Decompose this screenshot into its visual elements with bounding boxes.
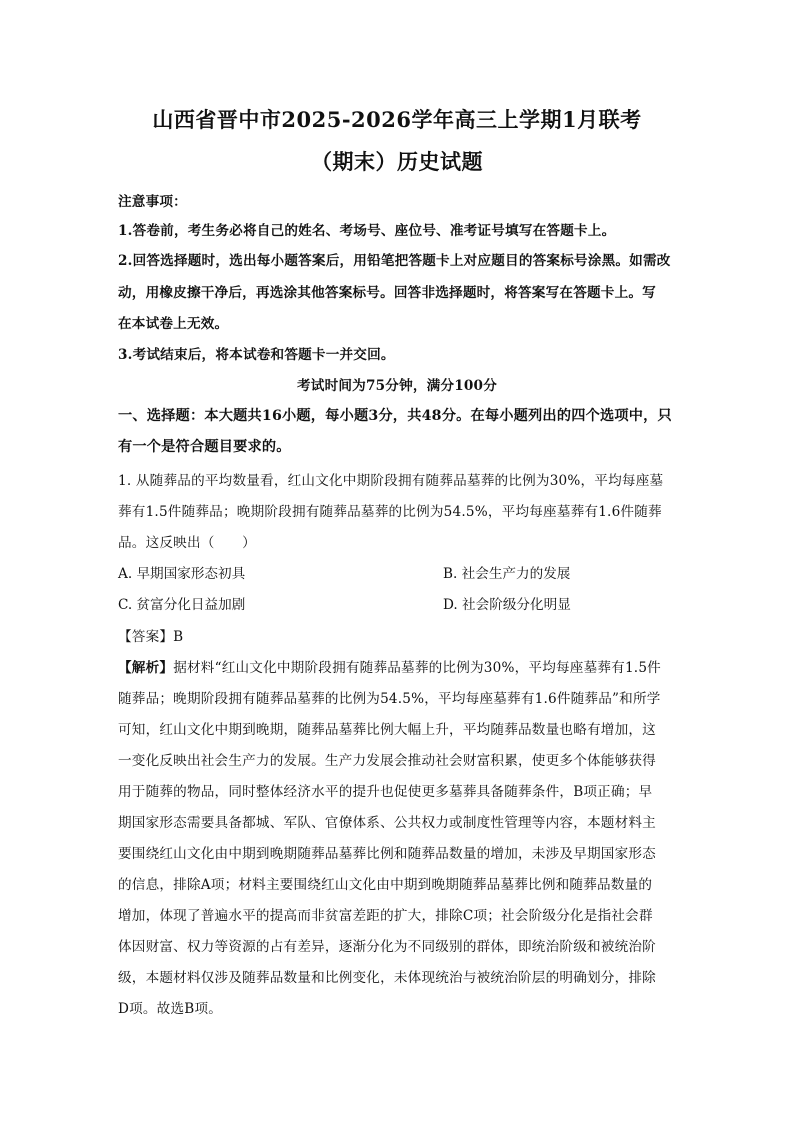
- analysis-line-2: 随葬品；晚期阶段拥有随葬品墓葬的比例为54.5%，平均每座墓葬有1.6件随葬品”和所学: [118, 691, 661, 707]
- question-1-line-3: 品。这反映出（ ）: [118, 535, 256, 551]
- option-d: D. 社会阶级分化明显: [443, 597, 571, 613]
- analysis-label: 【解析】: [118, 660, 174, 676]
- analysis-text: 据材料“红山文化中期阶段拥有随葬品墓葬的比例为30%，平均每座墓葬有1.5件: [173, 660, 661, 676]
- section-heading-line-1: 一、选择题：本大题共16小题，每小题3分，共48分。在每小题列出的四个选项中，只: [118, 408, 672, 424]
- analysis-line-3: 可知，红山文化中期到晚期，随葬品墓葬比例大幅上升，平均随葬品数量也略有增加，这: [118, 722, 656, 738]
- exam-info: 考试时间为75分钟，满分100分: [296, 378, 498, 394]
- analysis-line-8: 的信息，排除A项；材料主要围绕红山文化由中期到晚期随葬品墓葬比例和随葬品数量的: [118, 877, 653, 893]
- analysis-line-12: D项。故选B项。: [118, 1001, 223, 1017]
- analysis-line-9: 增加，体现了普遍水平的提高而非贫富差距的扩大，排除C项；社会阶级分化是指社会群: [118, 908, 653, 924]
- option-a: A. 早期国家形态初具: [118, 566, 246, 582]
- answer: 【答案】B: [118, 629, 184, 645]
- notice-item-2-line-3: 在本试卷上无效。: [118, 316, 229, 332]
- document-title: 山西省晋中市2025-2026学年高三上学期1月联考: [152, 107, 642, 132]
- analysis-line-7: 要围绕红山文化由中期到晚期随葬品墓葬比例和随葬品数量的增加，未涉及早期国家形态: [118, 846, 656, 862]
- analysis-line-1: [118, 656, 678, 676]
- notice-heading: 注意事项：: [118, 194, 187, 210]
- option-b: B. 社会生产力的发展: [443, 566, 571, 582]
- analysis-line-5: 用于随葬的物品，同时整体经济水平的提升也促使更多墓葬具备随葬条件，B项正确；早: [118, 784, 653, 800]
- analysis-line-10: 体因财富、权力等资源的占有差异，逐渐分化为不同级别的群体，即统治阶级和被统治阶: [118, 939, 656, 955]
- analysis-line-4: 一变化反映出社会生产力的发展。生产力发展会推动社会财富积累，使更多个体能够获得: [118, 753, 656, 769]
- analysis-line-11: 级，本题材料仅涉及随葬品数量和比例变化，未体现统治与被统治阶层的明确划分，排除: [118, 970, 656, 986]
- document-subtitle: （期末）历史试题: [311, 149, 483, 174]
- notice-item-2-line-1: 2.回答选择题时，选出每小题答案后，用铅笔把答题卡上对应题目的答案标号涂黑。如需改: [118, 253, 671, 269]
- question-1-line-2: 葬有1.5件随葬品；晚期阶段拥有随葬品墓葬的比例为54.5%，平均每座墓葬有1.6件随葬: [118, 504, 662, 520]
- notice-item-3: 3.考试结束后，将本试卷和答题卡一并交回。: [118, 347, 395, 363]
- section-heading-line-2: 有一个是符合题目要求的。: [118, 439, 291, 455]
- question-1-line-1: 1. 从随葬品的平均数量看，红山文化中期阶段拥有随葬品墓葬的比例为30%，平均每座墓: [118, 473, 664, 489]
- notice-item-2-line-2: 动，用橡皮擦干净后，再选涂其他答案标号。回答非选择题时，将答案写在答题卡上。写: [118, 285, 656, 301]
- option-c: C. 贫富分化日益加剧: [118, 597, 246, 613]
- notice-item-1: 1.答卷前，考生务必将自己的姓名、考场号、座位号、准考证号填写在答题卡上。: [118, 223, 616, 239]
- analysis-line-6: 期国家形态需要具备都城、军队、官僚体系、公共权力或制度性管理等内容，本题材料主: [118, 815, 656, 831]
